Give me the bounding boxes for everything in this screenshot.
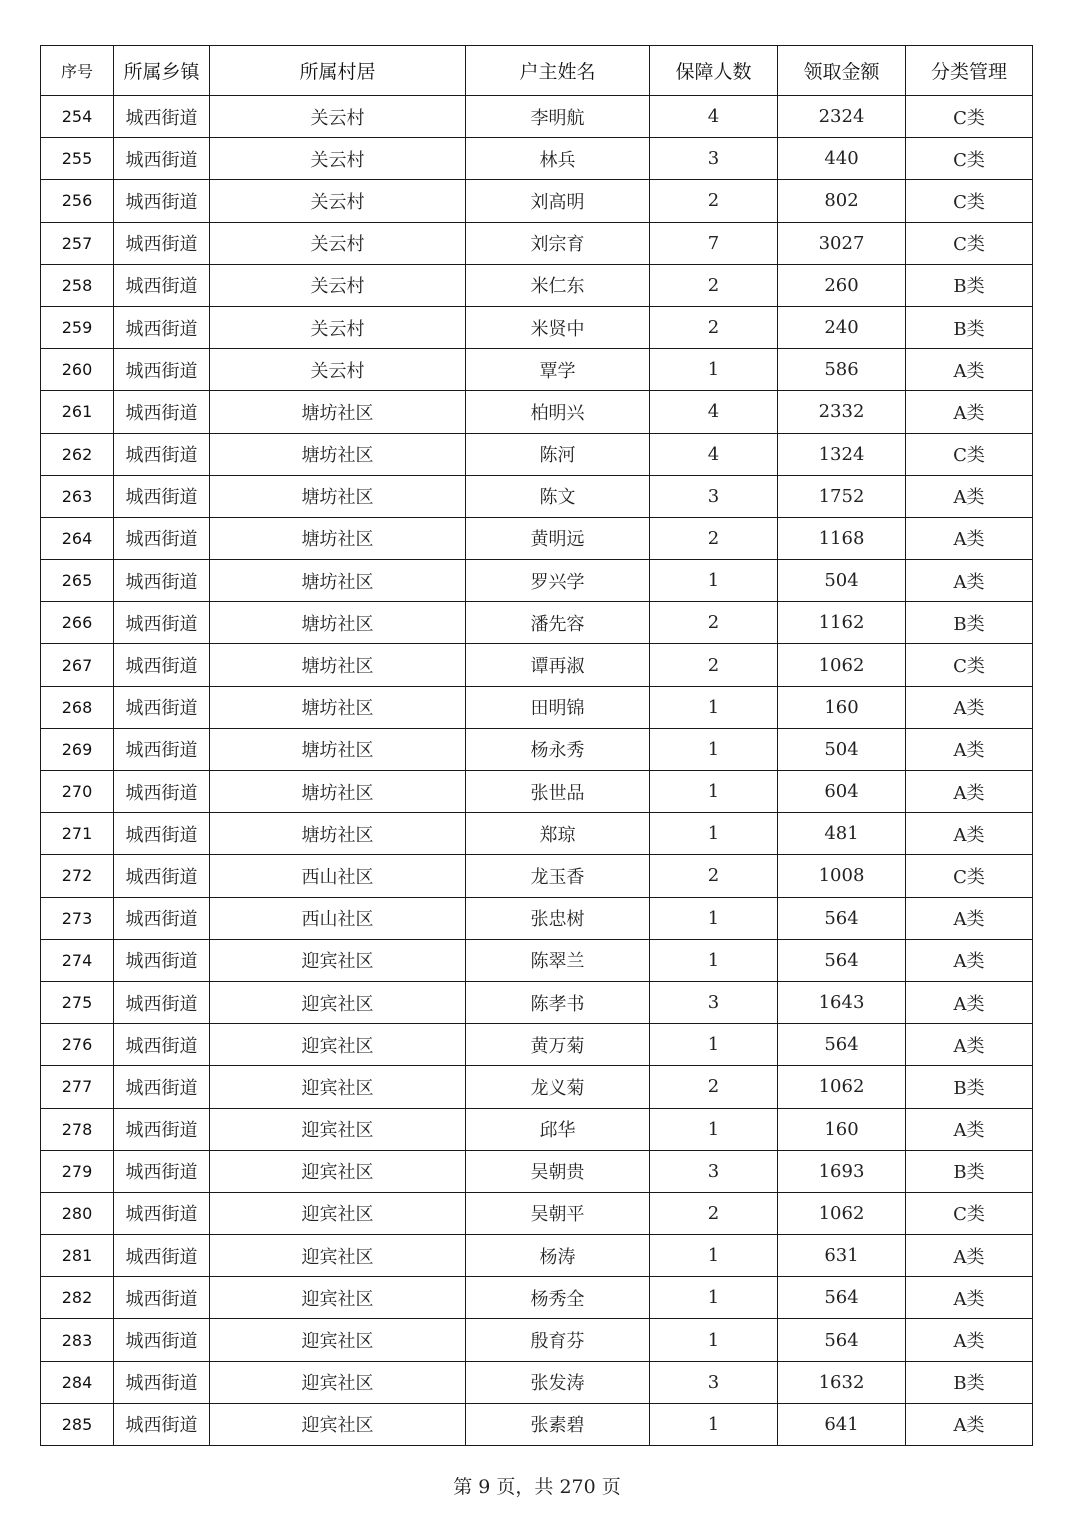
header-amount: 领取金额 <box>778 46 906 96</box>
cell-amount: 1324 <box>778 433 906 475</box>
table-row <box>41 1108 1033 1150</box>
cell-amount: 586 <box>778 349 906 391</box>
cell-village: 迎宾社区 <box>210 1235 466 1277</box>
cell-householder-name: 米贤中 <box>466 306 650 348</box>
cell-amount: 564 <box>778 1277 906 1319</box>
table-row <box>41 475 1033 517</box>
cell-covered-persons: 1 <box>650 1108 778 1150</box>
cell-category: C类 <box>906 1192 1033 1234</box>
table-row <box>41 138 1033 180</box>
cell-covered-persons: 1 <box>650 686 778 728</box>
subsidy-roster-table <box>40 45 1033 1446</box>
table-row <box>41 560 1033 602</box>
cell-serial-number: 284 <box>41 1361 114 1403</box>
cell-covered-persons: 1 <box>650 1403 778 1445</box>
cell-householder-name: 龙玉香 <box>466 855 650 897</box>
cell-township: 城西街道 <box>114 222 210 264</box>
cell-serial-number: 258 <box>41 264 114 306</box>
cell-township: 城西街道 <box>114 517 210 559</box>
cell-covered-persons: 2 <box>650 264 778 306</box>
cell-amount: 504 <box>778 560 906 602</box>
cell-township: 城西街道 <box>114 475 210 517</box>
table-row <box>41 180 1033 222</box>
cell-serial-number: 264 <box>41 517 114 559</box>
cell-amount: 1062 <box>778 644 906 686</box>
cell-township: 城西街道 <box>114 728 210 770</box>
cell-covered-persons: 2 <box>650 1192 778 1234</box>
cell-householder-name: 邱华 <box>466 1108 650 1150</box>
cell-covered-persons: 1 <box>650 1024 778 1066</box>
cell-covered-persons: 2 <box>650 602 778 644</box>
cell-township: 城西街道 <box>114 939 210 981</box>
cell-householder-name: 郑琼 <box>466 813 650 855</box>
cell-covered-persons: 2 <box>650 1066 778 1108</box>
table-row <box>41 728 1033 770</box>
page-footer: 第 9 页，共 270 页 <box>453 1476 621 1498</box>
table-row <box>41 433 1033 475</box>
table-row <box>41 771 1033 813</box>
cell-householder-name: 米仁东 <box>466 264 650 306</box>
table-row <box>41 855 1033 897</box>
cell-category: B类 <box>906 1361 1033 1403</box>
cell-covered-persons: 1 <box>650 813 778 855</box>
cell-township: 城西街道 <box>114 602 210 644</box>
cell-covered-persons: 1 <box>650 560 778 602</box>
cell-householder-name: 罗兴学 <box>466 560 650 602</box>
cell-category: A类 <box>906 1108 1033 1150</box>
cell-category: C类 <box>906 855 1033 897</box>
cell-village: 关云村 <box>210 264 466 306</box>
cell-householder-name: 陈河 <box>466 433 650 475</box>
cell-covered-persons: 3 <box>650 138 778 180</box>
cell-amount: 3027 <box>778 222 906 264</box>
cell-township: 城西街道 <box>114 1361 210 1403</box>
header-village: 所属村居 <box>210 46 466 96</box>
cell-village: 迎宾社区 <box>210 1319 466 1361</box>
cell-township: 城西街道 <box>114 855 210 897</box>
cell-householder-name: 林兵 <box>466 138 650 180</box>
cell-covered-persons: 2 <box>650 644 778 686</box>
cell-township: 城西街道 <box>114 686 210 728</box>
table-row <box>41 96 1033 138</box>
cell-township: 城西街道 <box>114 560 210 602</box>
cell-amount: 564 <box>778 1024 906 1066</box>
cell-serial-number: 282 <box>41 1277 114 1319</box>
cell-category: C类 <box>906 222 1033 264</box>
cell-category: B类 <box>906 1150 1033 1192</box>
cell-village: 迎宾社区 <box>210 981 466 1023</box>
cell-township: 城西街道 <box>114 771 210 813</box>
cell-serial-number: 256 <box>41 180 114 222</box>
table-row <box>41 1319 1033 1361</box>
cell-township: 城西街道 <box>114 1277 210 1319</box>
cell-covered-persons: 3 <box>650 1361 778 1403</box>
cell-householder-name: 龙义菊 <box>466 1066 650 1108</box>
cell-serial-number: 262 <box>41 433 114 475</box>
table-row <box>41 939 1033 981</box>
cell-serial-number: 274 <box>41 939 114 981</box>
cell-amount: 160 <box>778 686 906 728</box>
cell-householder-name: 吴朝平 <box>466 1192 650 1234</box>
cell-village: 迎宾社区 <box>210 1066 466 1108</box>
cell-amount: 2324 <box>778 96 906 138</box>
cell-amount: 160 <box>778 1108 906 1150</box>
cell-covered-persons: 1 <box>650 1235 778 1277</box>
cell-amount: 260 <box>778 264 906 306</box>
cell-serial-number: 257 <box>41 222 114 264</box>
cell-township: 城西街道 <box>114 264 210 306</box>
cell-householder-name: 黄明远 <box>466 517 650 559</box>
table-row <box>41 1024 1033 1066</box>
cell-village: 关云村 <box>210 306 466 348</box>
cell-householder-name: 覃学 <box>466 349 650 391</box>
cell-village: 塘坊社区 <box>210 475 466 517</box>
cell-amount: 440 <box>778 138 906 180</box>
cell-serial-number: 275 <box>41 981 114 1023</box>
table-row <box>41 644 1033 686</box>
cell-householder-name: 杨涛 <box>466 1235 650 1277</box>
cell-covered-persons: 4 <box>650 391 778 433</box>
cell-township: 城西街道 <box>114 981 210 1023</box>
cell-amount: 604 <box>778 771 906 813</box>
table-row <box>41 1192 1033 1234</box>
cell-category: A类 <box>906 686 1033 728</box>
cell-village: 迎宾社区 <box>210 1150 466 1192</box>
cell-village: 迎宾社区 <box>210 1403 466 1445</box>
cell-township: 城西街道 <box>114 644 210 686</box>
cell-serial-number: 272 <box>41 855 114 897</box>
cell-village: 塘坊社区 <box>210 560 466 602</box>
cell-serial-number: 255 <box>41 138 114 180</box>
table-row <box>41 813 1033 855</box>
cell-category: A类 <box>906 517 1033 559</box>
cell-township: 城西街道 <box>114 897 210 939</box>
cell-village: 塘坊社区 <box>210 686 466 728</box>
cell-householder-name: 吴朝贵 <box>466 1150 650 1192</box>
cell-village: 迎宾社区 <box>210 1192 466 1234</box>
cell-serial-number: 277 <box>41 1066 114 1108</box>
table-row <box>41 222 1033 264</box>
cell-covered-persons: 1 <box>650 1277 778 1319</box>
cell-covered-persons: 3 <box>650 981 778 1023</box>
table-header-row <box>41 46 1033 96</box>
cell-township: 城西街道 <box>114 1192 210 1234</box>
cell-covered-persons: 1 <box>650 728 778 770</box>
cell-householder-name: 陈孝书 <box>466 981 650 1023</box>
cell-serial-number: 285 <box>41 1403 114 1445</box>
cell-amount: 564 <box>778 897 906 939</box>
cell-township: 城西街道 <box>114 433 210 475</box>
cell-householder-name: 黄万菊 <box>466 1024 650 1066</box>
table-row <box>41 981 1033 1023</box>
cell-householder-name: 陈翠兰 <box>466 939 650 981</box>
cell-category: A类 <box>906 981 1033 1023</box>
cell-covered-persons: 1 <box>650 897 778 939</box>
cell-category: C类 <box>906 96 1033 138</box>
cell-serial-number: 254 <box>41 96 114 138</box>
cell-serial-number: 266 <box>41 602 114 644</box>
cell-category: A类 <box>906 560 1033 602</box>
cell-householder-name: 刘高明 <box>466 180 650 222</box>
table-row <box>41 391 1033 433</box>
table-row <box>41 686 1033 728</box>
cell-householder-name: 张世品 <box>466 771 650 813</box>
cell-covered-persons: 2 <box>650 306 778 348</box>
cell-amount: 1162 <box>778 602 906 644</box>
cell-serial-number: 265 <box>41 560 114 602</box>
table-row <box>41 517 1033 559</box>
cell-householder-name: 谭再淑 <box>466 644 650 686</box>
cell-village: 关云村 <box>210 349 466 391</box>
cell-category: C类 <box>906 644 1033 686</box>
cell-covered-persons: 2 <box>650 855 778 897</box>
cell-village: 塘坊社区 <box>210 813 466 855</box>
cell-serial-number: 283 <box>41 1319 114 1361</box>
cell-amount: 564 <box>778 939 906 981</box>
cell-village: 塘坊社区 <box>210 517 466 559</box>
table-row <box>41 1235 1033 1277</box>
cell-serial-number: 281 <box>41 1235 114 1277</box>
cell-serial-number: 279 <box>41 1150 114 1192</box>
cell-serial-number: 273 <box>41 897 114 939</box>
cell-category: A类 <box>906 349 1033 391</box>
cell-village: 关云村 <box>210 138 466 180</box>
cell-village: 关云村 <box>210 180 466 222</box>
cell-amount: 504 <box>778 728 906 770</box>
cell-village: 塘坊社区 <box>210 433 466 475</box>
cell-householder-name: 柏明兴 <box>466 391 650 433</box>
cell-category: A类 <box>906 728 1033 770</box>
cell-serial-number: 270 <box>41 771 114 813</box>
cell-category: A类 <box>906 1235 1033 1277</box>
cell-category: A类 <box>906 1024 1033 1066</box>
cell-covered-persons: 1 <box>650 1319 778 1361</box>
cell-householder-name: 陈文 <box>466 475 650 517</box>
cell-township: 城西街道 <box>114 306 210 348</box>
cell-covered-persons: 2 <box>650 180 778 222</box>
cell-category: B类 <box>906 602 1033 644</box>
cell-householder-name: 张发涛 <box>466 1361 650 1403</box>
cell-category: B类 <box>906 306 1033 348</box>
cell-village: 西山社区 <box>210 855 466 897</box>
cell-village: 迎宾社区 <box>210 1024 466 1066</box>
cell-township: 城西街道 <box>114 1235 210 1277</box>
cell-amount: 1168 <box>778 517 906 559</box>
cell-village: 关云村 <box>210 96 466 138</box>
cell-township: 城西街道 <box>114 96 210 138</box>
table-row <box>41 1066 1033 1108</box>
cell-township: 城西街道 <box>114 813 210 855</box>
cell-township: 城西街道 <box>114 1066 210 1108</box>
cell-village: 迎宾社区 <box>210 1108 466 1150</box>
table-body <box>41 96 1033 1446</box>
cell-covered-persons: 7 <box>650 222 778 264</box>
cell-category: A类 <box>906 475 1033 517</box>
table-row <box>41 306 1033 348</box>
cell-amount: 564 <box>778 1319 906 1361</box>
cell-serial-number: 268 <box>41 686 114 728</box>
cell-village: 迎宾社区 <box>210 939 466 981</box>
table-row <box>41 264 1033 306</box>
cell-village: 塘坊社区 <box>210 391 466 433</box>
cell-village: 塘坊社区 <box>210 728 466 770</box>
table-row <box>41 1361 1033 1403</box>
cell-village: 塘坊社区 <box>210 771 466 813</box>
cell-township: 城西街道 <box>114 1403 210 1445</box>
cell-category: A类 <box>906 771 1033 813</box>
cell-category: C类 <box>906 138 1033 180</box>
cell-amount: 1008 <box>778 855 906 897</box>
cell-township: 城西街道 <box>114 1108 210 1150</box>
cell-amount: 1062 <box>778 1192 906 1234</box>
header-category: 分类管理 <box>906 46 1033 96</box>
cell-category: A类 <box>906 1403 1033 1445</box>
cell-covered-persons: 1 <box>650 771 778 813</box>
table-row <box>41 897 1033 939</box>
cell-serial-number: 260 <box>41 349 114 391</box>
cell-category: C类 <box>906 180 1033 222</box>
cell-category: A类 <box>906 391 1033 433</box>
cell-amount: 2332 <box>778 391 906 433</box>
cell-village: 西山社区 <box>210 897 466 939</box>
cell-serial-number: 280 <box>41 1192 114 1234</box>
cell-serial-number: 259 <box>41 306 114 348</box>
header-householder-name: 户主姓名 <box>466 46 650 96</box>
cell-village: 关云村 <box>210 222 466 264</box>
cell-householder-name: 田明锦 <box>466 686 650 728</box>
cell-householder-name: 殷育芬 <box>466 1319 650 1361</box>
table-row <box>41 1403 1033 1445</box>
cell-serial-number: 278 <box>41 1108 114 1150</box>
cell-township: 城西街道 <box>114 1319 210 1361</box>
cell-householder-name: 杨秀全 <box>466 1277 650 1319</box>
cell-category: C类 <box>906 433 1033 475</box>
cell-township: 城西街道 <box>114 1150 210 1192</box>
cell-category: A类 <box>906 1277 1033 1319</box>
cell-covered-persons: 1 <box>650 349 778 391</box>
cell-village: 塘坊社区 <box>210 602 466 644</box>
table-row <box>41 602 1033 644</box>
cell-amount: 1062 <box>778 1066 906 1108</box>
cell-householder-name: 李明航 <box>466 96 650 138</box>
cell-category: A类 <box>906 897 1033 939</box>
cell-serial-number: 267 <box>41 644 114 686</box>
cell-covered-persons: 4 <box>650 96 778 138</box>
table-row <box>41 1150 1033 1192</box>
cell-amount: 240 <box>778 306 906 348</box>
cell-householder-name: 杨永秀 <box>466 728 650 770</box>
cell-amount: 481 <box>778 813 906 855</box>
header-serial-number: 序号 <box>41 46 114 96</box>
cell-amount: 1632 <box>778 1361 906 1403</box>
cell-amount: 1643 <box>778 981 906 1023</box>
cell-village: 迎宾社区 <box>210 1361 466 1403</box>
cell-covered-persons: 4 <box>650 433 778 475</box>
table-row <box>41 349 1033 391</box>
cell-amount: 1693 <box>778 1150 906 1192</box>
cell-serial-number: 261 <box>41 391 114 433</box>
cell-covered-persons: 2 <box>650 517 778 559</box>
cell-householder-name: 张素碧 <box>466 1403 650 1445</box>
cell-amount: 1752 <box>778 475 906 517</box>
cell-category: B类 <box>906 1066 1033 1108</box>
cell-category: B类 <box>906 264 1033 306</box>
cell-amount: 802 <box>778 180 906 222</box>
cell-householder-name: 潘先容 <box>466 602 650 644</box>
cell-serial-number: 276 <box>41 1024 114 1066</box>
cell-covered-persons: 3 <box>650 475 778 517</box>
cell-category: A类 <box>906 813 1033 855</box>
cell-township: 城西街道 <box>114 138 210 180</box>
cell-amount: 631 <box>778 1235 906 1277</box>
cell-township: 城西街道 <box>114 391 210 433</box>
cell-category: A类 <box>906 939 1033 981</box>
cell-township: 城西街道 <box>114 1024 210 1066</box>
cell-amount: 641 <box>778 1403 906 1445</box>
table-row <box>41 1277 1033 1319</box>
cell-township: 城西街道 <box>114 349 210 391</box>
header-covered-persons: 保障人数 <box>650 46 778 96</box>
cell-householder-name: 张忠树 <box>466 897 650 939</box>
cell-village: 塘坊社区 <box>210 644 466 686</box>
header-township: 所属乡镇 <box>114 46 210 96</box>
cell-householder-name: 刘宗育 <box>466 222 650 264</box>
cell-serial-number: 263 <box>41 475 114 517</box>
cell-serial-number: 269 <box>41 728 114 770</box>
cell-category: A类 <box>906 1319 1033 1361</box>
cell-serial-number: 271 <box>41 813 114 855</box>
cell-covered-persons: 1 <box>650 939 778 981</box>
cell-township: 城西街道 <box>114 180 210 222</box>
cell-covered-persons: 3 <box>650 1150 778 1192</box>
cell-village: 迎宾社区 <box>210 1277 466 1319</box>
